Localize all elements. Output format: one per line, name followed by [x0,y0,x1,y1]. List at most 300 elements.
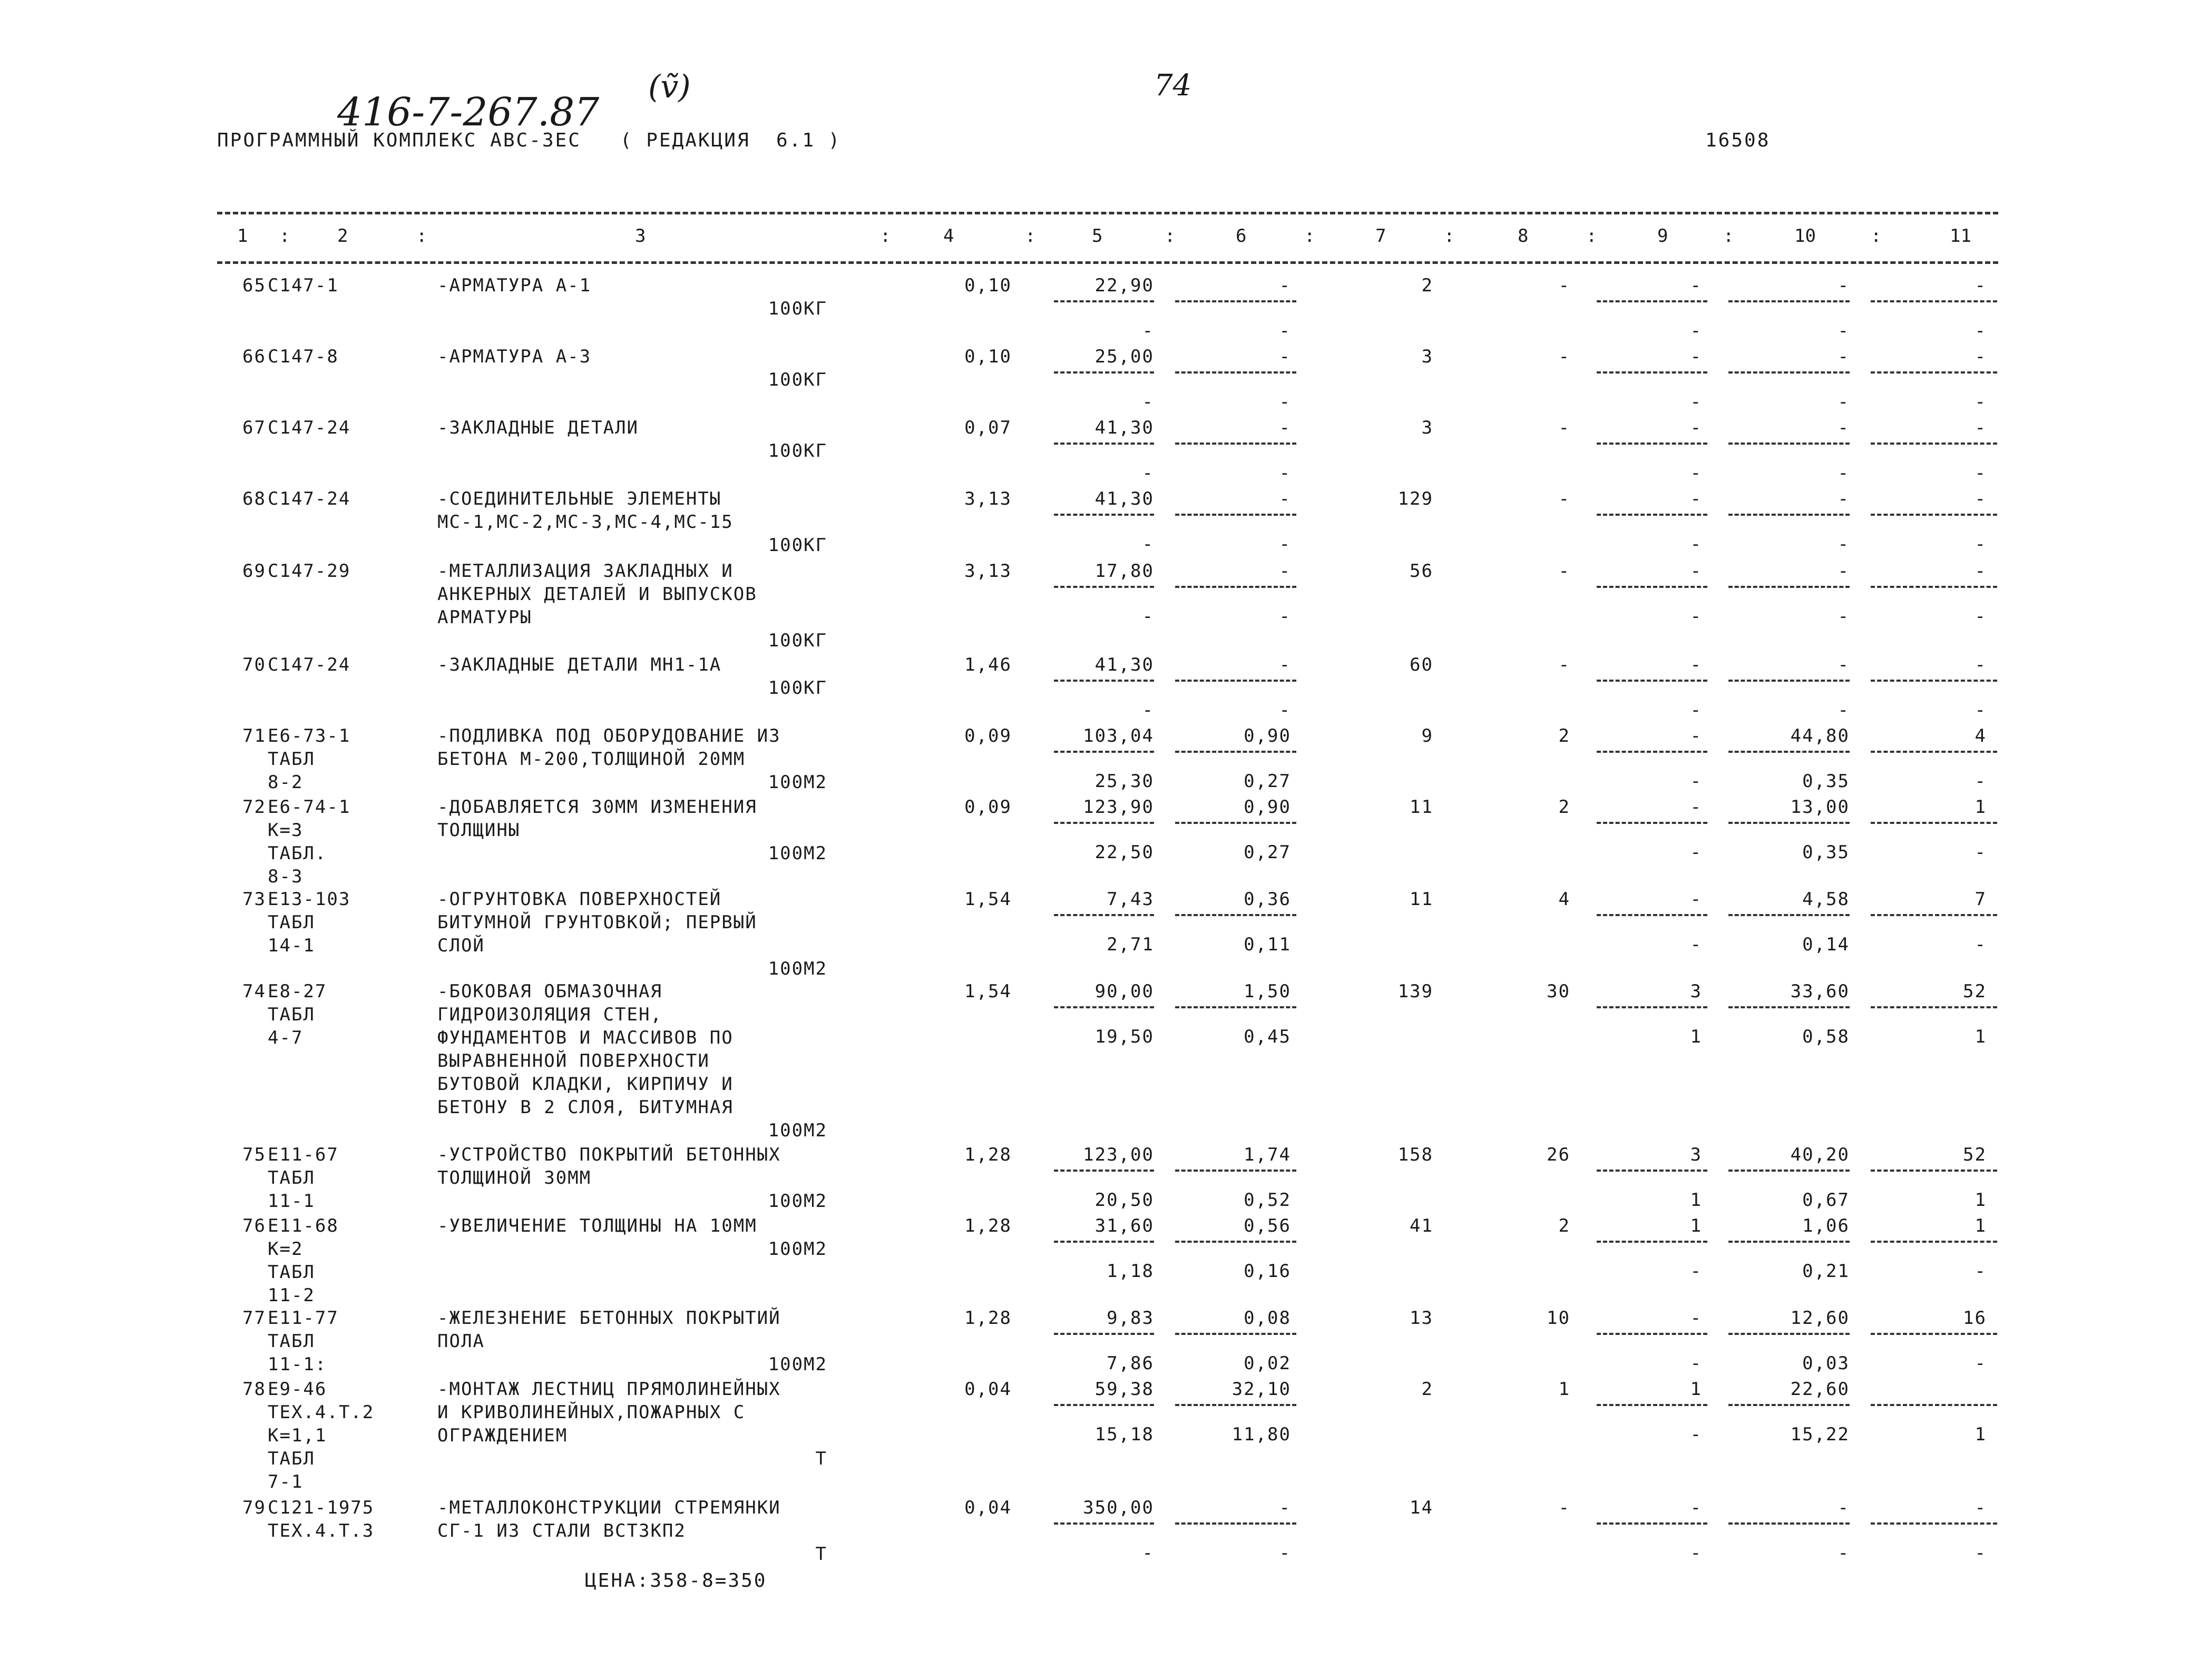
total-cost-cell: 3 [1421,417,1433,438]
col9-lower-cell: - [1690,534,1702,555]
column-header-4: 4 [943,225,954,247]
document-number: 16508 [1705,130,1771,151]
cell-divider [1597,822,1707,824]
work-description: И КРИВОЛИНЕЙНЫХ,ПОЖАРНЫХ С [437,1402,746,1423]
unit-cost-cell: 7,43 [1107,889,1154,910]
unit-cost-cell: 41,30 [1094,488,1154,509]
price-note: ЦЕНА:358-8=350 [585,1570,767,1591]
wage-cell: 4 [1558,889,1570,910]
norm-code: ТАБЛ. [268,843,327,864]
norm-code: 14-1 [268,935,315,956]
labor-lower-cell: 0,35 [1802,771,1850,792]
column-separator: : [279,225,290,247]
cell-divider [1871,680,1997,682]
row-number: 70 [242,654,266,675]
unit-of-measure: 100КГ [768,298,827,319]
quantity-cell: 1,28 [964,1308,1012,1329]
cell-divider [1597,443,1707,445]
machinery-wage-cell: 0,27 [1244,842,1291,863]
quantity-cell: 0,04 [964,1379,1012,1400]
col11-lower-cell: 1 [1975,1424,1987,1445]
cell-divider [1054,1333,1154,1335]
work-description: -МЕТАЛЛИЗАЦИЯ ЗАКЛАДНЫХ И [437,561,734,582]
machinery-cost-cell: - [1279,417,1291,438]
labor-cell: - [1837,488,1850,509]
unit-wage-cell: - [1142,534,1154,555]
work-description: ТОЛЩИНОЙ 30ММ [437,1167,592,1188]
machinery-wage-cell: 11,80 [1231,1424,1291,1445]
row-number: 67 [242,417,266,438]
work-description: -ОГРУНТОВКА ПОВЕРХНОСТЕЙ [437,889,722,910]
table-top-rule [217,212,1998,214]
col9-lower-cell: 1 [1690,1026,1702,1047]
wage-cell: - [1558,561,1570,582]
cell-divider [1597,371,1707,374]
cell-divider [1175,371,1296,374]
quantity-cell: 3,13 [964,488,1012,509]
cell-divider [1597,680,1707,682]
cell-divider [1728,822,1850,824]
labor-lower-cell: 0,67 [1802,1190,1850,1211]
norm-code: 8-3 [268,866,304,887]
norm-code: Е13-103 [268,889,351,910]
col9-cell: 1 [1690,1215,1702,1236]
col11-cell: 4 [1975,725,1987,746]
total-cost-cell: 158 [1397,1144,1433,1165]
handwritten-mark: (ṽ) [648,68,691,105]
cell-divider [1597,300,1707,302]
cell-divider [1597,751,1707,753]
work-description: МС-1,МС-2,МС-3,МС-4,МС-15 [437,512,734,533]
wage-cell: - [1558,488,1570,509]
machinery-wage-cell: 0,11 [1244,934,1291,955]
col9-cell: - [1690,1308,1702,1329]
work-description: -ЗАКЛАДНЫЕ ДЕТАЛИ МН1-1А [437,654,722,675]
cell-divider [1871,1241,1997,1243]
cell-divider [1728,1241,1850,1243]
cell-divider [1175,751,1296,753]
col11-lower-cell: - [1975,391,1987,412]
unit-cost-cell: 103,04 [1083,725,1154,746]
col11-lower-cell: - [1975,320,1987,341]
cell-divider [1175,1006,1296,1008]
unit-cost-cell: 123,90 [1083,797,1154,818]
total-cost-cell: 56 [1410,561,1433,582]
column-header-9: 9 [1657,225,1668,247]
cell-divider [1175,1170,1296,1172]
program-header: ПРОГРАММНЫЙ КОМПЛЕКС АВС-3ЕС ( РЕДАКЦИЯ 6.1 ) [217,130,842,151]
cell-divider [1728,914,1850,916]
unit-of-measure: 100М2 [768,1191,827,1212]
work-description: -АРМАТУРА А-3 [437,346,592,367]
unit-wage-cell: 15,18 [1094,1424,1154,1445]
machinery-cost-cell: 0,90 [1244,725,1291,746]
cell-divider [1871,1404,1997,1406]
unit-cost-cell: 59,38 [1094,1379,1154,1400]
cell-divider [1871,1333,1997,1335]
machinery-cost-cell: 1,50 [1244,981,1291,1002]
machinery-wage-cell: - [1279,320,1291,341]
quantity-cell: 0,10 [964,275,1012,296]
total-cost-cell: 139 [1397,981,1433,1002]
unit-wage-cell: - [1142,700,1154,721]
row-number: 73 [242,889,266,910]
machinery-cost-cell: - [1279,1497,1291,1518]
machinery-cost-cell: 0,08 [1244,1308,1291,1329]
quantity-cell: 0,09 [964,797,1012,818]
unit-wage-cell: - [1142,1543,1154,1564]
cell-divider [1054,443,1154,445]
unit-of-measure: 100КГ [768,369,827,390]
col11-cell: 1 [1975,1215,1987,1236]
cell-divider [1054,914,1154,916]
cell-divider [1054,371,1154,374]
col9-lower-cell: - [1690,1353,1702,1374]
norm-code: К=3 [268,820,304,841]
col9-cell: 3 [1690,981,1702,1002]
wage-cell: 2 [1558,725,1570,746]
row-number: 78 [242,1379,266,1400]
column-header-5: 5 [1092,225,1103,247]
machinery-cost-cell: 0,36 [1244,889,1291,910]
labor-cell: 13,00 [1790,797,1850,818]
machinery-cost-cell: 0,56 [1244,1215,1291,1236]
cell-divider [1871,514,1997,516]
machinery-cost-cell: - [1279,654,1291,675]
col11-lower-cell: - [1975,842,1987,863]
cell-divider [1597,514,1707,516]
cell-divider [1728,751,1850,753]
wage-cell: - [1558,346,1570,367]
norm-code: 4-7 [268,1027,304,1048]
norm-code: ТАБЛ [268,749,315,770]
col9-cell: 3 [1690,1144,1702,1165]
cell-divider [1871,300,1997,302]
work-description: -УВЕЛИЧЕНИЕ ТОЛЩИНЫ НА 10ММ [437,1215,757,1236]
norm-code: ТАБЛ [268,912,315,933]
unit-of-measure: 100КГ [768,535,827,556]
cell-divider [1054,300,1154,302]
cell-divider [1175,914,1296,916]
unit-wage-cell: - [1142,320,1154,341]
unit-wage-cell: 1,18 [1107,1261,1154,1282]
unit-of-measure: 100КГ [768,440,827,461]
work-description: -СОЕДИНИТЕЛЬНЫЕ ЭЛЕМЕНТЫ [437,488,722,509]
row-number: 72 [242,797,266,818]
work-description: -ЗАКЛАДНЫЕ ДЕТАЛИ [437,417,639,438]
unit-wage-cell: 7,86 [1107,1353,1154,1374]
col9-cell: - [1690,417,1702,438]
cell-divider [1054,586,1154,588]
column-separator: : [1025,225,1036,247]
machinery-wage-cell: 0,52 [1244,1190,1291,1211]
cell-divider [1871,586,1997,588]
work-description: -МОНТАЖ ЛЕСТНИЦ ПРЯМОЛИНЕЙНЫХ [437,1379,781,1400]
column-header-7: 7 [1375,225,1386,247]
wage-cell: 1 [1558,1379,1570,1400]
cell-divider [1597,1333,1707,1335]
norm-code: ТАБЛ [268,1167,315,1188]
unit-cost-cell: 22,90 [1094,275,1154,296]
machinery-cost-cell: 0,90 [1244,797,1291,818]
column-header-10: 10 [1794,225,1816,247]
total-cost-cell: 129 [1397,488,1433,509]
unit-of-measure: 100М2 [768,1354,827,1375]
total-cost-cell: 3 [1421,346,1433,367]
cell-divider [1175,443,1296,445]
column-header-1: 1 [237,225,248,247]
work-description: БЕТОНА М-200,ТОЛЩИНОЙ 20ММ [437,749,746,770]
unit-wage-cell: 22,50 [1094,842,1154,863]
labor-lower-cell: 0,58 [1802,1026,1850,1047]
column-header-6: 6 [1236,225,1247,247]
machinery-cost-cell: 32,10 [1231,1379,1291,1400]
norm-code: ТЕХ.4.Т.3 [268,1520,375,1541]
norm-code: С121-1975 [268,1497,375,1518]
column-header-2: 2 [337,225,348,247]
unit-of-measure: Т [815,1544,827,1565]
col9-cell: - [1690,725,1702,746]
labor-cell: 12,60 [1790,1308,1850,1329]
unit-of-measure: 100М2 [768,772,827,793]
quantity-cell: 0,07 [964,417,1012,438]
norm-code: С147-8 [268,346,339,367]
machinery-wage-cell: 0,45 [1244,1026,1291,1047]
work-description: -БОКОВАЯ ОБМАЗОЧНАЯ [437,981,662,1002]
cell-divider [1175,1522,1296,1525]
wage-cell: 26 [1547,1144,1570,1165]
cell-divider [1175,586,1296,588]
column-separator: : [416,225,427,247]
col9-lower-cell: 1 [1690,1190,1702,1211]
work-description: -ПОДЛИВКА ПОД ОБОРУДОВАНИЕ ИЗ [437,725,781,746]
col9-cell: - [1690,654,1702,675]
machinery-wage-cell: - [1279,1543,1291,1564]
col11-cell: 1 [1975,797,1987,818]
column-separator: : [1871,225,1882,247]
total-cost-cell: 9 [1421,725,1433,746]
work-description: ВЫРАВНЕННОЙ ПОВЕРХНОСТИ [437,1050,710,1072]
wage-cell: 2 [1558,797,1570,818]
cell-divider [1871,1006,1997,1008]
machinery-wage-cell: 0,16 [1244,1261,1291,1282]
col11-lower-cell: - [1975,771,1987,792]
cell-divider [1054,680,1154,682]
work-description: -УСТРОЙСТВО ПОКРЫТИЙ БЕТОННЫХ [437,1144,781,1165]
norm-code: ТАБЛ [268,1448,315,1469]
norm-code: Е6-74-1 [268,797,351,818]
cell-divider [1175,300,1296,302]
labor-lower-cell: - [1837,391,1850,412]
col9-lower-cell: - [1690,1261,1702,1282]
work-description: ТОЛЩИНЫ [437,820,521,841]
machinery-cost-cell: 1,74 [1244,1144,1291,1165]
cell-divider [1597,1006,1707,1008]
cell-divider [1597,1170,1707,1172]
col9-lower-cell: - [1690,463,1702,484]
wage-cell: - [1558,275,1570,296]
labor-cell: 44,80 [1790,725,1850,746]
norm-code: Е11-68 [268,1215,339,1236]
row-number: 75 [242,1144,266,1165]
col9-cell: - [1690,346,1702,367]
cell-divider [1175,1333,1296,1335]
col9-lower-cell: - [1690,606,1702,627]
labor-lower-cell: - [1837,700,1850,721]
labor-lower-cell: 15,22 [1790,1424,1850,1445]
col11-cell: - [1975,1497,1987,1518]
col11-cell: - [1975,417,1987,438]
col9-lower-cell: - [1690,842,1702,863]
quantity-cell: 1,28 [964,1215,1012,1236]
total-cost-cell: 14 [1410,1497,1433,1518]
handwritten-page-number: 74 [1154,68,1192,103]
col11-lower-cell: - [1975,1353,1987,1374]
cell-divider [1054,1170,1154,1172]
cell-divider [1871,443,1997,445]
cell-divider [1728,1522,1850,1525]
labor-cell: 40,20 [1790,1144,1850,1165]
column-separator: : [1304,225,1315,247]
norm-code: 8-2 [268,772,304,793]
labor-cell: - [1837,275,1850,296]
norm-code: 11-2 [268,1285,315,1306]
cell-divider [1728,443,1850,445]
labor-lower-cell: 0,14 [1802,934,1850,955]
labor-lower-cell: - [1837,534,1850,555]
unit-wage-cell: 19,50 [1094,1026,1154,1047]
col11-lower-cell: - [1975,700,1987,721]
col11-cell: 16 [1963,1308,1987,1329]
cell-divider [1728,1006,1850,1008]
wage-cell: 30 [1547,981,1570,1002]
unit-of-measure: 100КГ [768,630,827,651]
wage-cell: - [1558,417,1570,438]
work-description: БЕТОНУ В 2 СЛОЯ, БИТУМНАЯ [437,1097,734,1118]
cell-divider [1871,822,1997,824]
work-description: БУТОВОЙ КЛАДКИ, КИРПИЧУ И [437,1074,734,1095]
table-header-rule [217,261,1998,264]
cell-divider [1054,1241,1154,1243]
cell-divider [1597,1404,1707,1406]
unit-of-measure: 100М2 [768,1120,827,1141]
column-separator: : [1586,225,1597,247]
norm-code: С147-1 [268,275,339,296]
row-number: 77 [242,1308,266,1329]
norm-code: Е9-46 [268,1379,327,1400]
norm-code: Е8-27 [268,981,327,1002]
col11-lower-cell: 1 [1975,1190,1987,1211]
quantity-cell: 1,54 [964,889,1012,910]
total-cost-cell: 11 [1410,797,1433,818]
col9-lower-cell: - [1690,391,1702,412]
cell-divider [1871,751,1997,753]
norm-code: Е11-77 [268,1308,339,1329]
work-description: -АРМАТУРА А-1 [437,275,592,296]
col11-cell: - [1975,561,1987,582]
cell-divider [1175,1404,1296,1406]
col11-cell: - [1975,488,1987,509]
labor-lower-cell: - [1837,606,1850,627]
col11-cell: - [1975,654,1987,675]
col11-cell: 52 [1963,1144,1987,1165]
norm-code: К=1,1 [268,1425,327,1446]
col11-lower-cell: - [1975,1261,1987,1282]
quantity-cell: 3,13 [964,561,1012,582]
unit-of-measure: 100М2 [768,958,827,979]
unit-wage-cell: 2,71 [1107,934,1154,955]
cell-divider [1728,1170,1850,1172]
labor-lower-cell: - [1837,463,1850,484]
work-description: ФУНДАМЕНТОВ И МАССИВОВ ПО [437,1027,734,1048]
col9-cell: 1 [1690,1379,1702,1400]
unit-cost-cell: 350,00 [1083,1497,1154,1518]
unit-of-measure: 100М2 [768,1239,827,1260]
col9-cell: - [1690,275,1702,296]
unit-cost-cell: 41,30 [1094,417,1154,438]
cell-divider [1728,514,1850,516]
cell-divider [1871,1522,1997,1525]
cell-divider [1175,680,1296,682]
wage-cell: 2 [1558,1215,1570,1236]
cell-divider [1871,1170,1997,1172]
norm-code: Е6-73-1 [268,725,351,746]
norm-code: С147-24 [268,488,351,509]
cell-divider [1597,1241,1707,1243]
labor-cell: - [1837,417,1850,438]
machinery-cost-cell: - [1279,488,1291,509]
unit-cost-cell: 17,80 [1094,561,1154,582]
cell-divider [1728,300,1850,302]
column-separator: : [1165,225,1176,247]
quantity-cell: 1,46 [964,654,1012,675]
labor-cell: - [1837,654,1850,675]
labor-cell: - [1837,1497,1850,1518]
col11-cell: - [1975,346,1987,367]
handwritten-document-code: 416-7-267.87 [337,90,600,135]
machinery-wage-cell: 0,27 [1244,771,1291,792]
col11-cell: 52 [1963,981,1987,1002]
norm-code: ТАБЛ [268,1004,315,1025]
labor-lower-cell: - [1837,1543,1850,1564]
row-number: 74 [242,981,266,1002]
machinery-wage-cell: - [1279,606,1291,627]
col9-cell: - [1690,889,1702,910]
machinery-wage-cell: - [1279,700,1291,721]
unit-cost-cell: 41,30 [1094,654,1154,675]
col9-cell: - [1690,797,1702,818]
machinery-wage-cell: - [1279,391,1291,412]
unit-of-measure: Т [815,1448,827,1469]
cell-divider [1728,586,1850,588]
column-separator: : [880,225,891,247]
norm-code: 11-1: [268,1354,327,1375]
labor-cell: - [1837,346,1850,367]
row-number: 69 [242,561,266,582]
total-cost-cell: 2 [1421,275,1433,296]
quantity-cell: 0,10 [964,346,1012,367]
column-separator: : [1723,225,1734,247]
col11-lower-cell: - [1975,534,1987,555]
unit-wage-cell: - [1142,463,1154,484]
cell-divider [1871,371,1997,374]
wage-cell: - [1558,654,1570,675]
cell-divider [1054,1006,1154,1008]
cell-divider [1054,751,1154,753]
col11-cell: 7 [1975,889,1987,910]
labor-lower-cell: 0,03 [1802,1353,1850,1374]
labor-cell: 1,06 [1802,1215,1850,1236]
